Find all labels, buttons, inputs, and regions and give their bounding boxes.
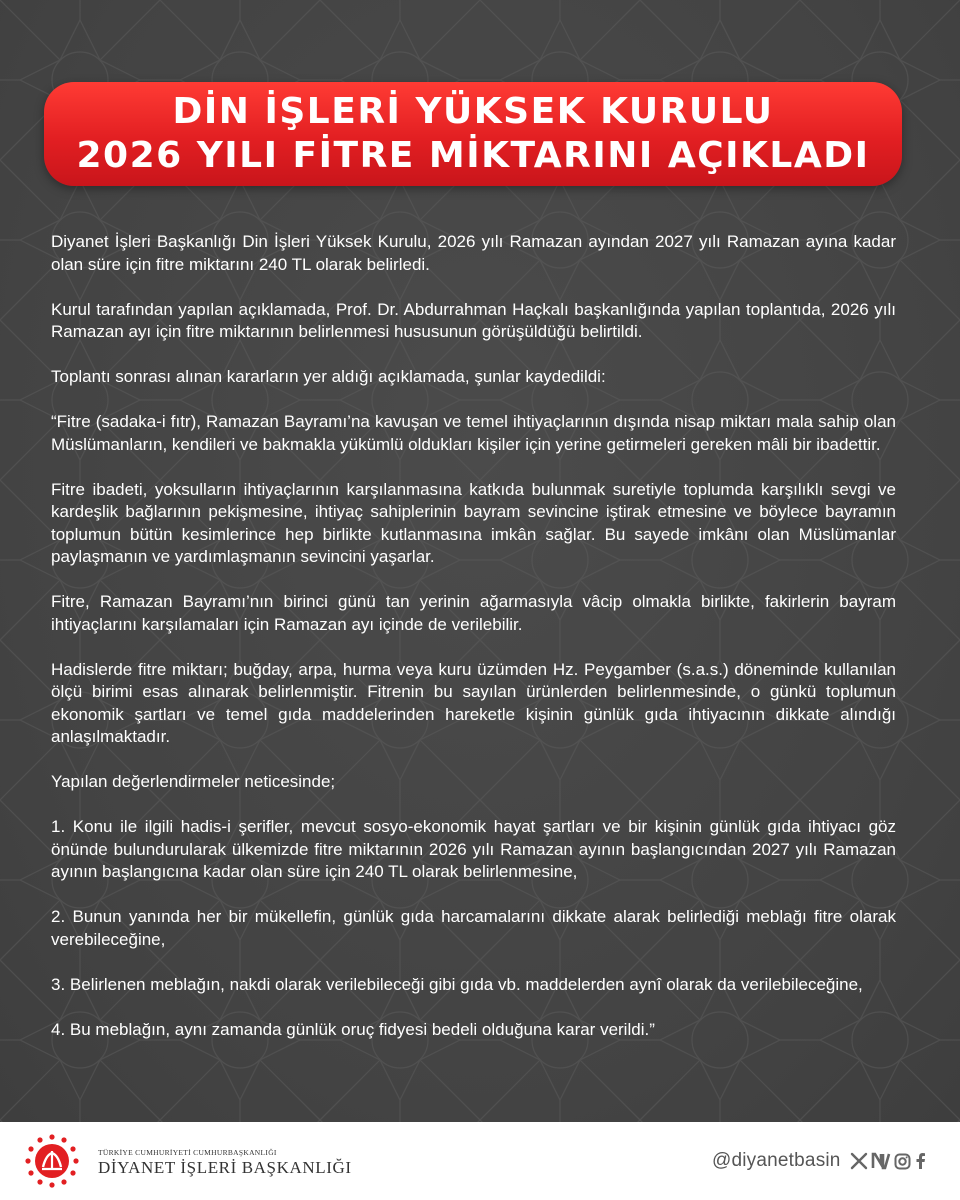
paragraph: Toplantı sonrası alınan kararların yer aldığı açıklamada, şunlar kaydedildi: <box>51 367 606 386</box>
title-line-1: DİN İŞLERİ YÜKSEK KURULU <box>172 91 774 132</box>
instagram-icon[interactable] <box>894 1153 911 1170</box>
list-item: 4. Bu meblağın, aynı zamanda günlük oruç fidyesi bedeli olduğuna karar verildi.” <box>51 1019 655 1039</box>
article-body <box>51 231 896 1064</box>
list-item: 2. Bunun yanında her bir mükellefin, günlük gıda harcamalarını dikkate alarak belirlediği meblağı fitre olarak verebileceğine, <box>51 907 896 949</box>
x-icon[interactable] <box>850 1152 868 1170</box>
social-icons <box>850 1152 926 1170</box>
paragraph: Kurul tarafından yapılan açıklamada, Prof. Dr. Abdurrahman Haçkalı başkanlığında yapılan toplantıda, 2026 yılı Ramazan ayı için fitre miktarının belirlenmesi hususunun görüşüldüğü belirtildi. <box>51 299 896 341</box>
paragraph: Yapılan değerlendirmeler neticesinde; <box>51 772 336 791</box>
footer <box>0 1122 960 1200</box>
paragraph: “Fitre (sadaka-i fıtr), Ramazan Bayramı’na kavuşan ve temel ihtiyaçlarının dışında nisap miktarı mala sahip olan Müslümanların, kendileri ve bakmakla yükümlü oldukları kişiler için yerine getirmeleri gereken mâli bir ibadettir. <box>51 412 896 454</box>
social-handle[interactable]: @diyanetbasin <box>712 1150 841 1171</box>
list-item: 3. Belirlenen meblağın, nakdi olarak verilebileceği gibi gıda vb. maddelerden aynî olarak da verilebileceğine, <box>51 974 863 994</box>
list-item: 1. Konu ile ilgili hadis-i şerifler, mevcut sosyo-ekonomik hayat şartları ve bir kişinin günlük gıda ihtiyacı göz önünde bulundurularak ülkemizde fitre miktarının 2026 yılı Ramazan ayının başlangıcından 2027 yılı Ramazan ayının başlangıcına kadar olan süre için 240 TL olarak belirlenmesine, <box>51 817 896 881</box>
diyanet-emblem-icon <box>22 1131 82 1191</box>
org-subtitle: TÜRKİYE CUMHURİYETİ CUMHURBAŞKANLIĞI <box>98 1148 277 1157</box>
facebook-icon[interactable] <box>914 1152 926 1170</box>
org-name: DİYANET İŞLERİ BAŞKANLIĞI <box>98 1158 352 1177</box>
title-banner <box>44 82 902 186</box>
paragraph: Fitre, Ramazan Bayramı’nın birinci günü tan yerinin ağarmasıyla vâcip olmakla birlikte, fakirlerin bayram ihtiyaçlarını karşılamaları için Ramazan ayı içinde de verilebilir. <box>51 592 896 634</box>
title-line-2: 2026 YILI FİTRE MİKTARINI AÇIKLADI <box>76 135 870 176</box>
nsosyal-icon[interactable] <box>871 1152 891 1170</box>
paragraph: Hadislerde fitre miktarı; buğday, arpa, hurma veya kuru üzümden Hz. Peygamber (s.a.s.) döneminde kullanılan ölçü birimi esas alınarak belirlenmiştir. Fitrenin bu sayılan ürünlerden belirlenmesinde, o günkü toplumun ekonomik şartları ve temel gıda maddelerinden hareketle kişinin günlük gıda ihtiyacının dikkate alındığı anlaşılmaktadır. <box>51 659 896 746</box>
paragraph: Diyanet İşleri Başkanlığı Din İşleri Yüksek Kurulu, 2026 yılı Ramazan ayından 2027 yılı Ramazan ayına kadar olan süre için fitre miktarını 240 TL olarak belirledi. <box>51 232 896 274</box>
paragraph: Fitre ibadeti, yoksulların ihtiyaçlarının karşılanmasına katkıda bulunmak suretiyle toplumda karşılıklı sevgi ve kardeşlik bağlarının pekişmesine, ihtiyaç sahiplerinin bayram sevincine iştirak etmesine ve böylece bayramın toplumun bütün kesimlerince hep birlikte kutlanmasına imkân sağlar. Bu sayede imkânı olan Müslümanlar paylaşmanın ve yardımlaşmanın sevincini yaşarlar. <box>51 479 896 566</box>
